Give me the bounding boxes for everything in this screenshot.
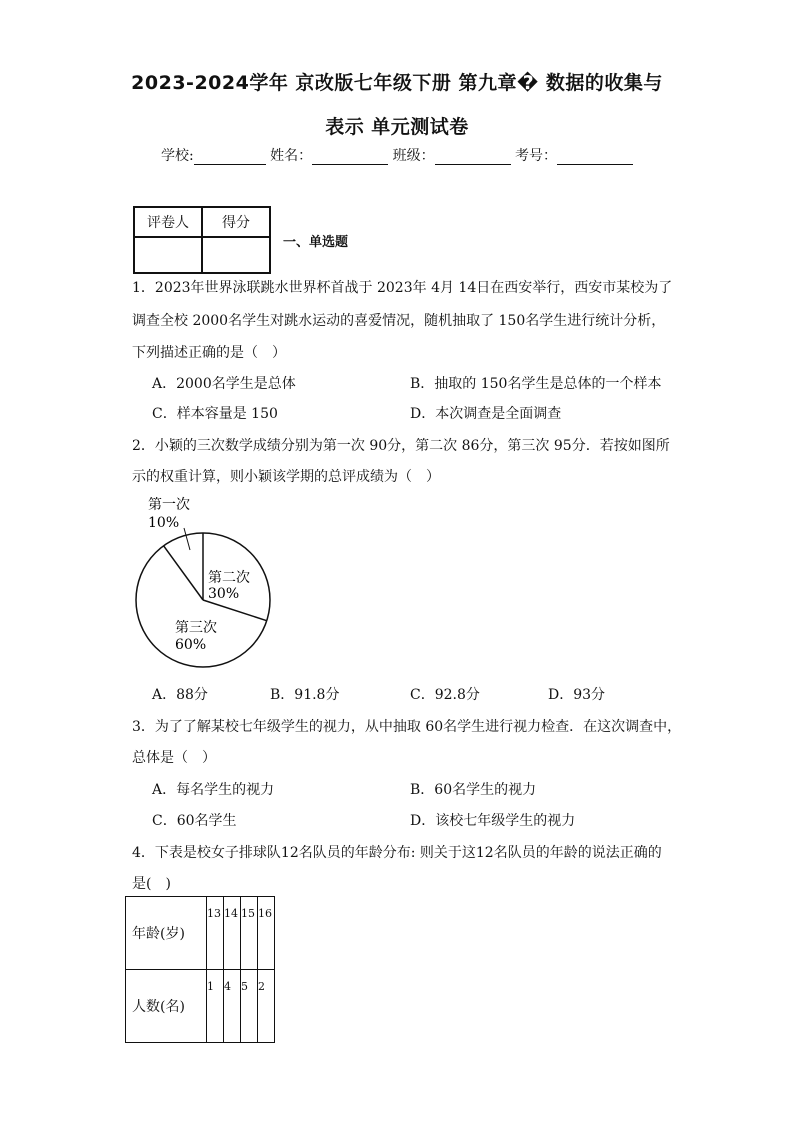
count-value: 2 bbox=[258, 970, 275, 1043]
q4-line-2: 是( ) bbox=[132, 876, 171, 892]
exam-no-blank[interactable] bbox=[557, 149, 633, 165]
q2-line-1: 2．小颖的三次数学成绩分别为第一次 90分，第二次 86分，第三次 95分．若按如图所 bbox=[132, 438, 670, 454]
count-row-label: 人数(名) bbox=[126, 970, 207, 1043]
q1-option-a[interactable]: A．2000名学生是总体 bbox=[152, 376, 296, 392]
q4-line-1: 4．下表是校女子排球队12名队员的年龄分布: 则关于这12名队员的年龄的说法正确的 bbox=[132, 845, 662, 861]
class-label: 班级： bbox=[392, 148, 435, 164]
q3-option-c[interactable]: C．60名学生 bbox=[152, 813, 237, 829]
title-line-1: 2023-2024学年 京改版七年级下册 第九章� 数据的收集与 bbox=[131, 72, 663, 94]
title-line-2: 表示 单元测试卷 bbox=[325, 116, 469, 138]
q1-line-1: 1．2023年世界泳联跳水世界杯首战于 2023年 4月 14日在西安举行，西安市某校为了 bbox=[132, 280, 673, 296]
count-value: 4 bbox=[224, 970, 241, 1043]
q1-option-d[interactable]: D．本次调查是全面调查 bbox=[410, 406, 562, 422]
age-distribution-table bbox=[125, 896, 275, 1043]
q2-option-a[interactable]: A．88分 bbox=[152, 687, 208, 703]
slice-value-second: 30% bbox=[208, 586, 240, 602]
name-label: 姓名： bbox=[270, 148, 313, 164]
count-value: 5 bbox=[241, 970, 258, 1043]
slice-value-first: 10% bbox=[148, 515, 180, 531]
pie-slice-boundary-2 bbox=[203, 600, 267, 621]
pie-slice-boundary-0 bbox=[164, 546, 203, 600]
school-blank[interactable] bbox=[194, 149, 266, 165]
q1-line-2: 调查全校 2000名学生对跳水运动的喜爱情况，随机抽取了 150名学生进行统计分析， bbox=[132, 313, 666, 329]
weight-pie-chart bbox=[130, 492, 280, 672]
q1-option-c[interactable]: C．样本容量是 150 bbox=[152, 406, 278, 422]
exam-no-label: 考号： bbox=[515, 148, 558, 164]
q2-option-d[interactable]: D．93分 bbox=[548, 687, 606, 703]
score-header: 得分 bbox=[202, 207, 270, 237]
q2-option-b[interactable]: B．91.8分 bbox=[270, 687, 340, 703]
score-cell[interactable] bbox=[202, 237, 270, 273]
name-blank[interactable] bbox=[312, 149, 388, 165]
school-label: 学校: bbox=[160, 148, 194, 164]
slice-value-third: 60% bbox=[175, 637, 207, 653]
slice-label-first: 第一次 bbox=[148, 497, 190, 513]
count-value: 1 bbox=[207, 970, 224, 1043]
class-blank[interactable] bbox=[435, 149, 511, 165]
age-row-label: 年龄(岁) bbox=[126, 897, 207, 970]
q3-option-b[interactable]: B．60名学生的视力 bbox=[410, 782, 537, 798]
score-table bbox=[133, 206, 271, 274]
q3-option-d[interactable]: D．该校七年级学生的视力 bbox=[410, 813, 576, 829]
age-value: 13 bbox=[207, 897, 224, 970]
q2-line-2: 示的权重计算，则小颖该学期的总评成绩为（ ） bbox=[132, 469, 440, 485]
age-value: 15 bbox=[241, 897, 258, 970]
slice-label-third: 第三次 bbox=[175, 620, 217, 636]
age-value: 14 bbox=[224, 897, 241, 970]
section-title: 一、单选题 bbox=[283, 235, 349, 250]
q1-option-b[interactable]: B．抽取的 150名学生是总体的一个样本 bbox=[410, 376, 662, 392]
q3-line-1: 3．为了了解某校七年级学生的视力，从中抽取 60名学生进行视力检查．在这次调查中， bbox=[132, 719, 682, 735]
student-info-line bbox=[0, 145, 794, 165]
grader-header: 评卷人 bbox=[134, 207, 202, 237]
first-slice-leader-line bbox=[184, 528, 190, 550]
q3-option-a[interactable]: A．每名学生的视力 bbox=[152, 782, 275, 798]
grader-cell[interactable] bbox=[134, 237, 202, 273]
slice-label-second: 第二次 bbox=[208, 570, 250, 586]
q1-line-3: 下列描述正确的是（ ） bbox=[132, 345, 286, 361]
q3-line-2: 总体是（ ） bbox=[132, 750, 216, 766]
age-value: 16 bbox=[258, 897, 275, 970]
q2-option-c[interactable]: C．92.8分 bbox=[410, 687, 480, 703]
